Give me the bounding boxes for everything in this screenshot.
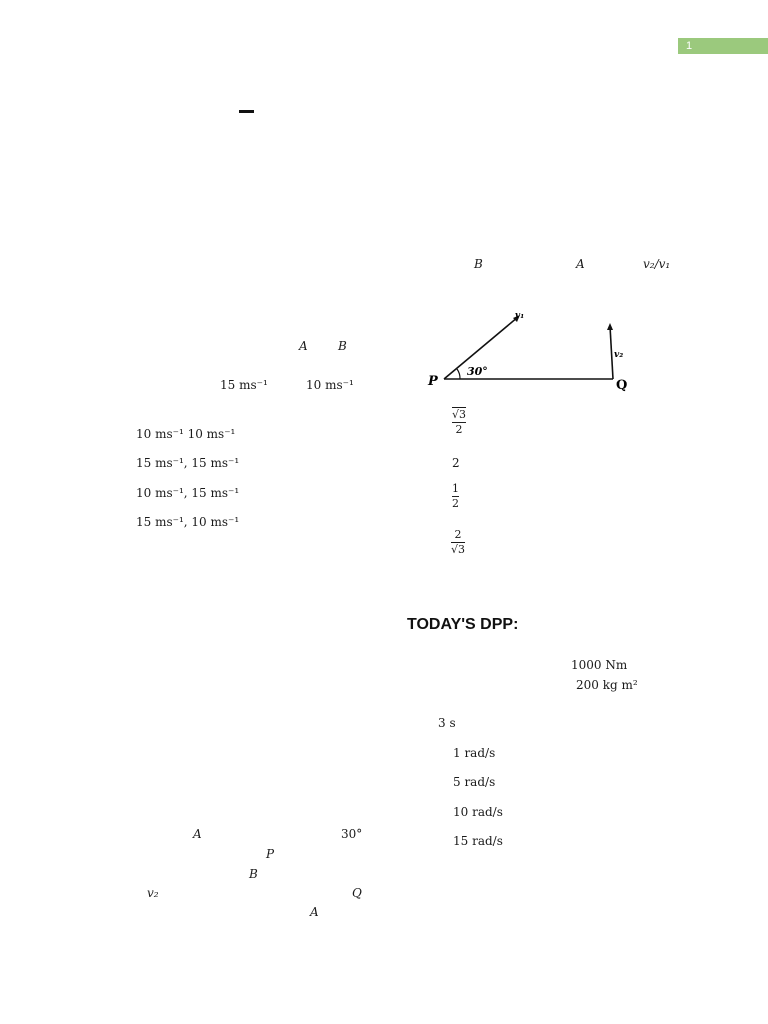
- v2-arrow: [610, 326, 613, 379]
- speed-second: 10 ms⁻¹: [306, 378, 354, 392]
- question-ratio: v₂/v₁: [643, 257, 671, 271]
- v2-label: v₂: [614, 350, 624, 360]
- dpp-heading: TODAY'S DPP:: [407, 616, 519, 633]
- fragment-angle: 30°: [341, 827, 363, 841]
- velocity-diagram: [420, 300, 640, 395]
- left-option-1: 10 ms⁻¹ 10 ms⁻¹: [136, 427, 236, 441]
- point-p-label: P: [428, 374, 438, 389]
- label-b: B: [338, 339, 347, 353]
- question-b: B: [474, 257, 483, 271]
- dpp-torque: 1000 Nm: [571, 658, 628, 672]
- fragment-a1: A: [193, 827, 202, 841]
- option-3-denominator: 2: [452, 496, 459, 510]
- angle-label: 30°: [467, 365, 488, 378]
- dpp-option-3: 10 rad/s: [453, 805, 503, 819]
- dpp-inertia: 200 kg m²: [576, 678, 638, 692]
- fragment-p: P: [266, 847, 275, 861]
- dpp-option-1: 1 rad/s: [453, 746, 496, 760]
- dpp-option-2: 5 rad/s: [453, 775, 496, 789]
- left-option-3: 10 ms⁻¹, 15 ms⁻¹: [136, 486, 240, 500]
- option-4-numerator: 2: [454, 528, 462, 541]
- fragment-q: Q: [352, 886, 362, 900]
- left-option-4: 15 ms⁻¹, 10 ms⁻¹: [136, 515, 240, 529]
- v2-arrowhead: [607, 323, 613, 330]
- question-a: A: [576, 257, 585, 271]
- option-1-numerator: √3: [452, 408, 467, 421]
- fragment-b: B: [249, 867, 258, 881]
- dpp-option-4: 15 rad/s: [453, 834, 503, 848]
- angle-arc: [457, 369, 460, 379]
- left-option-2: 15 ms⁻¹, 15 ms⁻¹: [136, 456, 240, 470]
- page-number-badge: 1: [678, 38, 768, 54]
- title-dash: [239, 110, 254, 113]
- dpp-time: 3 s: [438, 716, 456, 730]
- option-4-denominator: √3: [451, 542, 466, 556]
- point-q-label: Q: [616, 378, 628, 393]
- right-option-2: 2: [452, 456, 460, 470]
- fragment-a2: A: [310, 905, 319, 919]
- v1-label: v₁: [515, 311, 525, 321]
- option-3-numerator: 1: [452, 482, 459, 495]
- option-1-denominator: 2: [455, 422, 463, 436]
- right-option-3: [452, 482, 459, 511]
- fragment-v2: v₂: [147, 886, 159, 900]
- right-option-4: [451, 528, 465, 557]
- right-option-1: [452, 408, 466, 437]
- speed-first: 15 ms⁻¹: [220, 378, 268, 392]
- label-a: A: [299, 339, 308, 353]
